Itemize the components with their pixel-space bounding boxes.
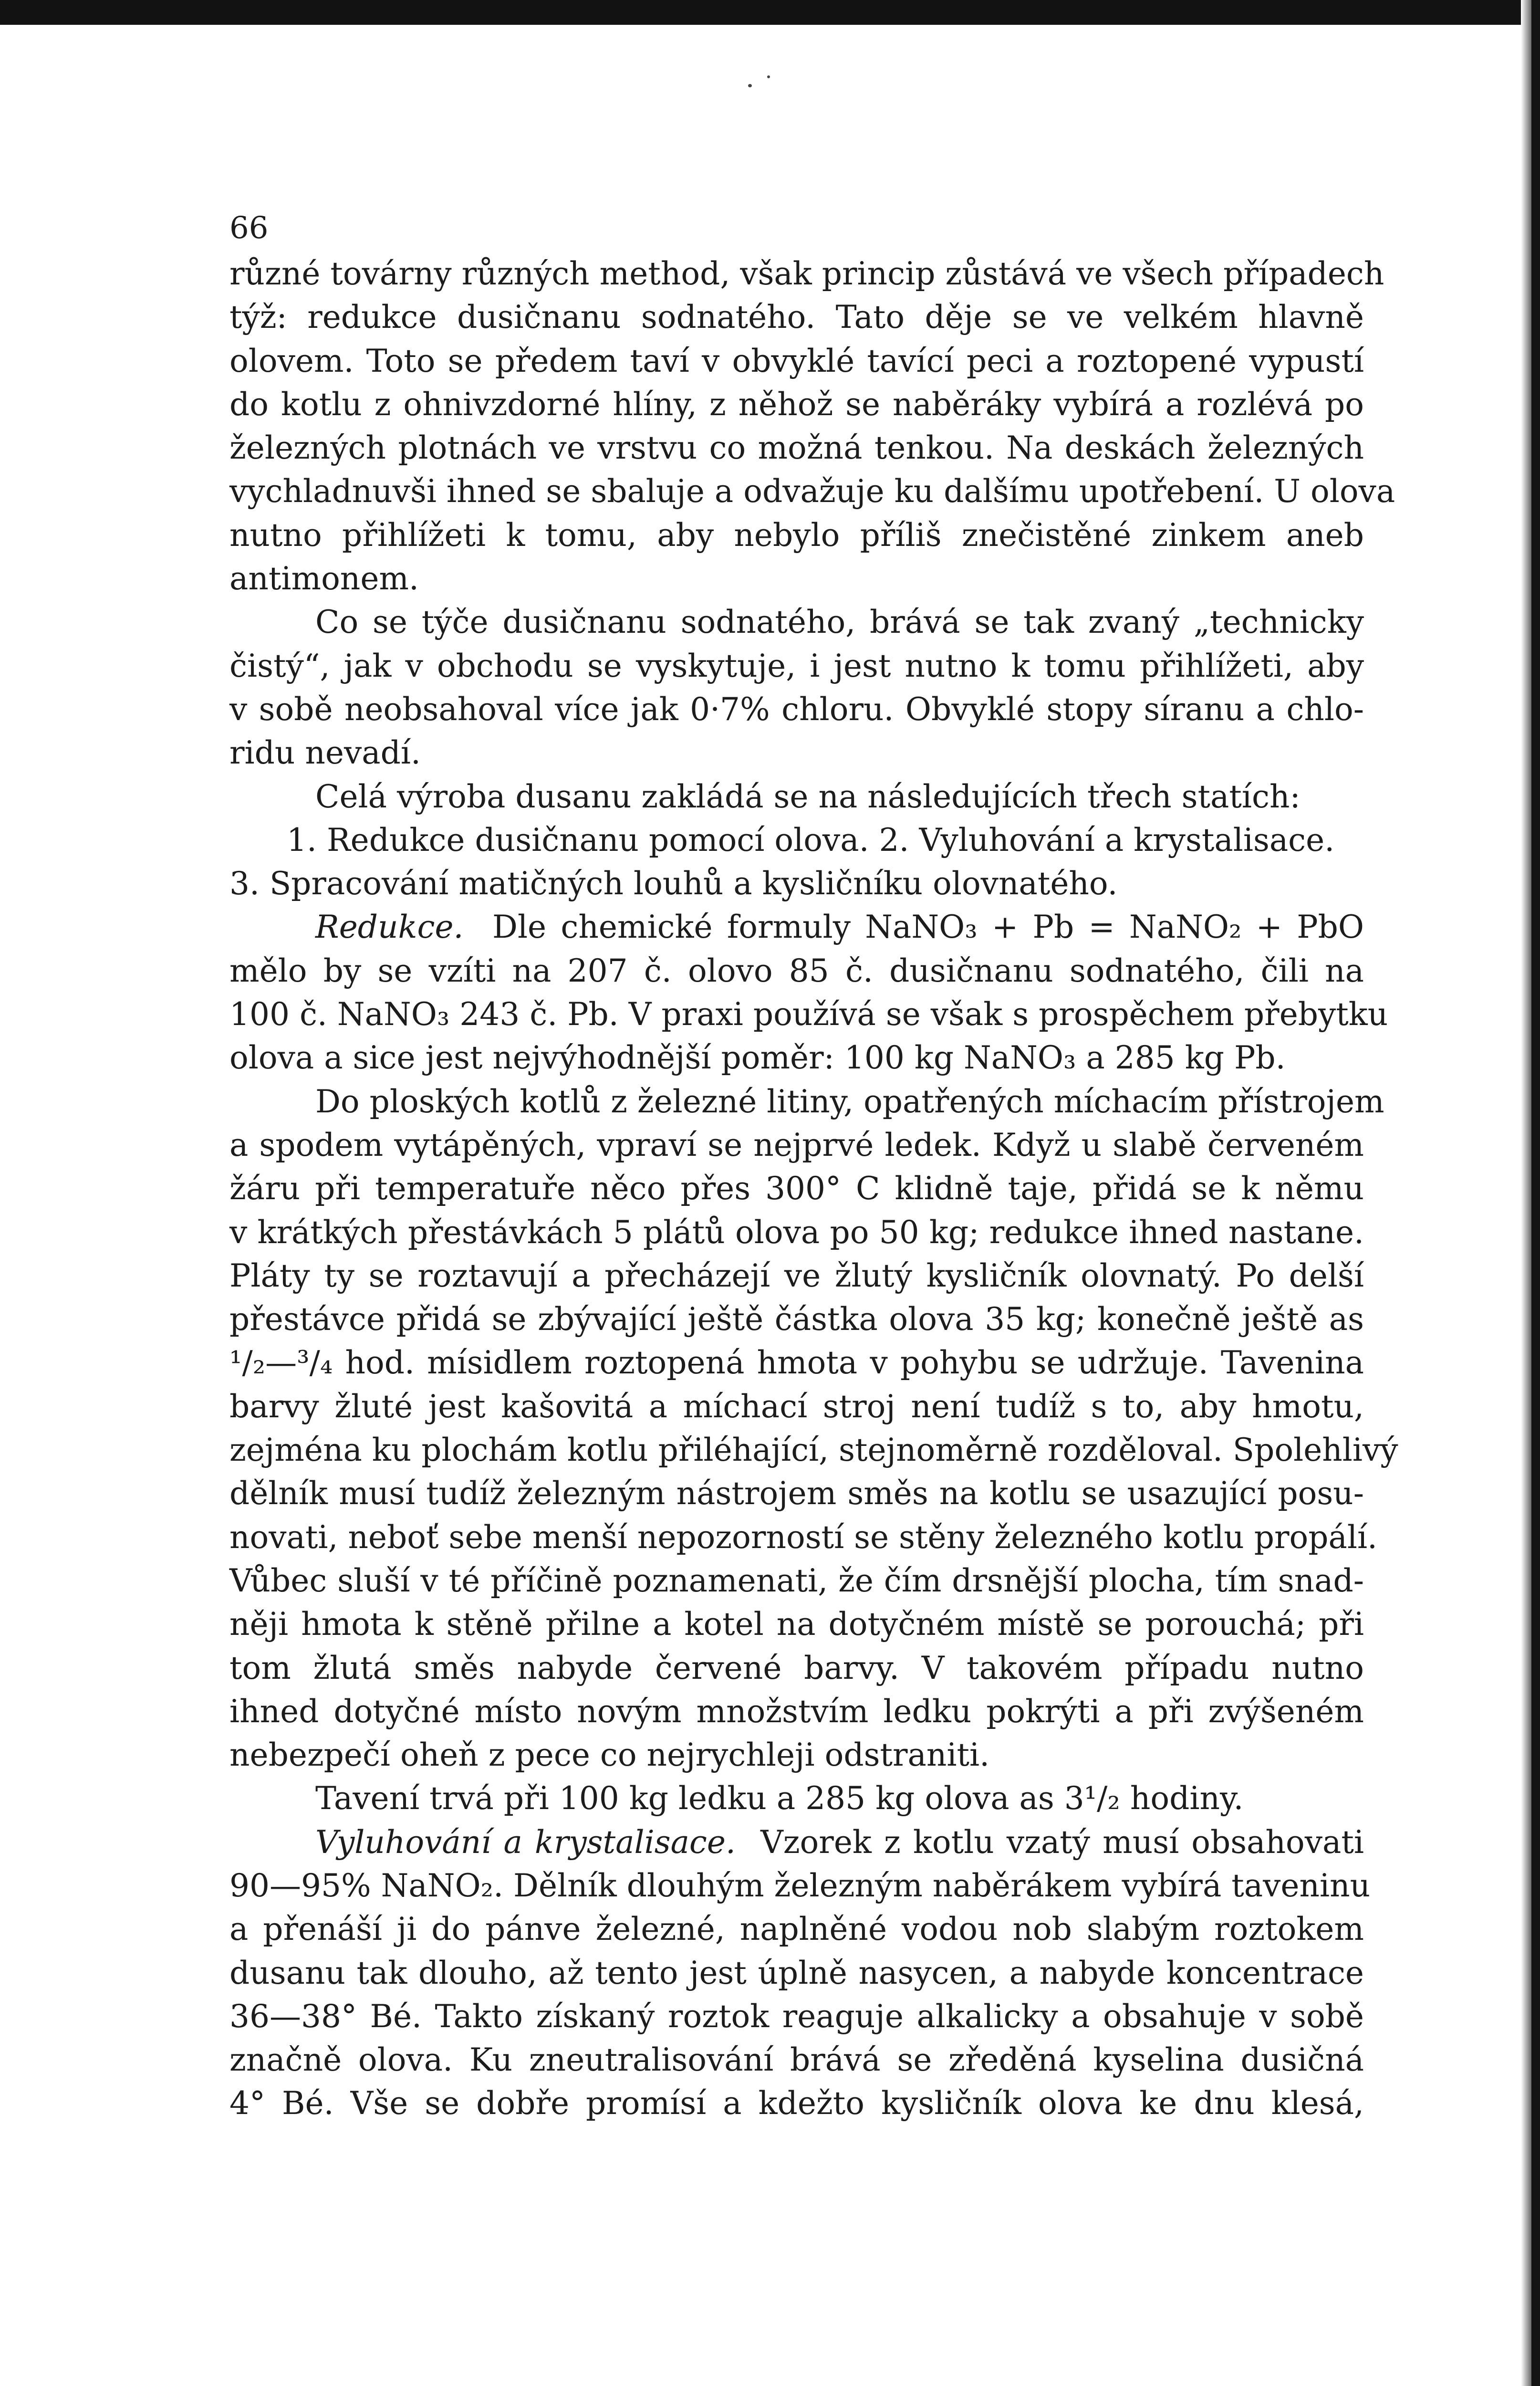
text-line: nebezpečí oheň z pece co nejrychleji odstraniti.	[229, 1737, 990, 1774]
text-run: Dle chemické formuly NaNO₃ + Pb = NaNO₂ + PbO	[492, 909, 1364, 946]
text-line: různé továrny různých method, však princip zůstává ve všech případech	[229, 255, 1384, 292]
text-line	[229, 1821, 1364, 1864]
text-line: tom žlutá směs nabyde červené barvy. V takovém případu nutno	[229, 1649, 1364, 1686]
page-number: 66	[229, 210, 269, 246]
text-line: novati, neboť sebe menší nepozorností se stěny železného kotlu propálí.	[229, 1518, 1378, 1556]
text-line: olovem. Toto se předem taví v obvyklé tavící peci a roztopené vypustí	[229, 342, 1364, 379]
scan-right-border	[1531, 0, 1540, 2386]
text-line: v krátkých přestávkách 5 plátů olova po 50 kg; redukce ihned nastane.	[229, 1214, 1364, 1251]
text-line: Do ploských kotlů z železné litiny, opatřených míchacím přístrojem	[315, 1083, 1384, 1120]
text-line: ridu nevadí.	[229, 734, 421, 772]
text-line: do kotlu z ohnivzdorné hlíny, z něhož se naběráky vybírá a rozlévá po	[229, 386, 1364, 423]
scan-right-shadow	[1521, 0, 1531, 2386]
text-line	[229, 905, 1364, 949]
text-line: a přenáší ji do pánve železné, naplněné vodou nob slabým roztokem	[229, 1911, 1364, 1948]
text-run: Vzorek z kotlu vzatý musí obsahovati	[760, 1823, 1364, 1861]
text-line: 3. Spracování matičných louhů a kysličníku olovnatého.	[229, 865, 1118, 902]
text-line: 4° Bé. Vše se dobře promísí a kdežto kysličník olova ke dnu klesá,	[229, 2085, 1364, 2122]
text-line: mělo by se vzíti na 207 č. olovo 85 č. dusičnanu sodnatého, čili na	[229, 952, 1364, 989]
text-line: ihned dotyčné místo novým množstvím ledku pokrýti a při zvýšeném	[229, 1693, 1364, 1730]
text-line: Tavení trvá při 100 kg ledku a 285 kg olova as 3¹/₂ hodiny.	[315, 1780, 1244, 1817]
text-line: něji hmota k stěně přilne a kotel na dotyčném místě se porouchá; při	[229, 1606, 1364, 1643]
text-line: a spodem vytápěných, vpraví se nejprvé ledek. Když u slabě červeném	[229, 1126, 1364, 1163]
text-line: vychladnuvši ihned se sbaluje a odvažuje ku dalšímu upotřebení. U olova	[229, 473, 1395, 510]
text-line: Vůbec sluší v té příčině poznamenati, že čím drsnější plocha, tím snad-	[229, 1562, 1364, 1599]
dust-speck	[767, 75, 770, 78]
section-heading-vyluhovani: Vyluhování a krystalisace.	[315, 1823, 736, 1861]
scan-top-border	[0, 0, 1540, 25]
section-heading-redukce: Redukce.	[315, 909, 464, 946]
text-line: dělník musí tudíž železným nástrojem směs na kotlu se usazující posu-	[229, 1475, 1364, 1512]
body-text	[229, 252, 1398, 2125]
text-line: 36—38° Bé. Takto získaný roztok reaguje alkalicky a obsahuje v sobě	[229, 1998, 1364, 2035]
text-line: přestávce přidá se zbývající ještě částka olova 35 kg; konečně ještě as	[229, 1301, 1364, 1338]
text-line: týž: redukce dusičnanu sodnatého. Tato děje se ve velkém hlavně	[229, 299, 1364, 336]
text-line: 90—95% NaNO₂. Dělník dlouhým železným naběrákem vybírá taveninu	[229, 1867, 1371, 1904]
text-line: železných plotnách ve vrstvu co možná tenkou. Na deskách železných	[229, 429, 1364, 467]
text-line: antimonem.	[229, 560, 419, 597]
text-line: 100 č. NaNO₃ 243 č. Pb. V praxi používá se však s prospěchem přebytku	[229, 996, 1388, 1033]
text-line: barvy žluté jest kašovitá a míchací stroj není tudíž s to, aby hmotu,	[229, 1388, 1364, 1425]
text-line: ¹/₂—³/₄ hod. mísidlem roztopená hmota v pohybu se udržuje. Tavenina	[229, 1344, 1364, 1381]
text-line: Celá výroba dusanu zakládá se na následujících třech statích:	[315, 778, 1301, 815]
text-line: 1. Redukce dusičnanu pomocí olova. 2. Vyluhování a krystalisace.	[287, 821, 1335, 858]
text-line: žáru při temperatuře něco přes 300° C klidně taje, přidá se k němu	[229, 1170, 1364, 1207]
text-line: zejména ku plochám kotlu přiléhající, stejnoměrně rozděloval. Spolehlivý	[229, 1432, 1398, 1469]
text-line: dusanu tak dlouho, až tento jest úplně nasycen, a nabyde koncentrace	[229, 1954, 1364, 1991]
dust-speck	[748, 84, 752, 87]
text-line: Pláty ty se roztavují a přecházejí ve žlutý kysličník olovnatý. Po delší	[229, 1257, 1364, 1294]
text-line: olova a sice jest nejvýhodnější poměr: 100 kg NaNO₃ a 285 kg Pb.	[229, 1039, 1286, 1077]
text-line: Co se týče dusičnanu sodnatého, brává se tak zvaný „technicky	[315, 604, 1364, 641]
text-line: nutno přihlížeti k tomu, aby nebylo příliš znečistěné zinkem aneb	[229, 516, 1364, 554]
text-line: čistý“, jak v obchodu se vyskytuje, i jest nutno k tomu přihlížeti, aby	[229, 647, 1364, 684]
text-line: značně olova. Ku zneutralisování brává se zředěná kyselina dusičná	[229, 2041, 1364, 2079]
text-line: v sobě neobsahoval více jak 0·7% chloru. Obvyklé stopy síranu a chlo-	[229, 691, 1364, 728]
